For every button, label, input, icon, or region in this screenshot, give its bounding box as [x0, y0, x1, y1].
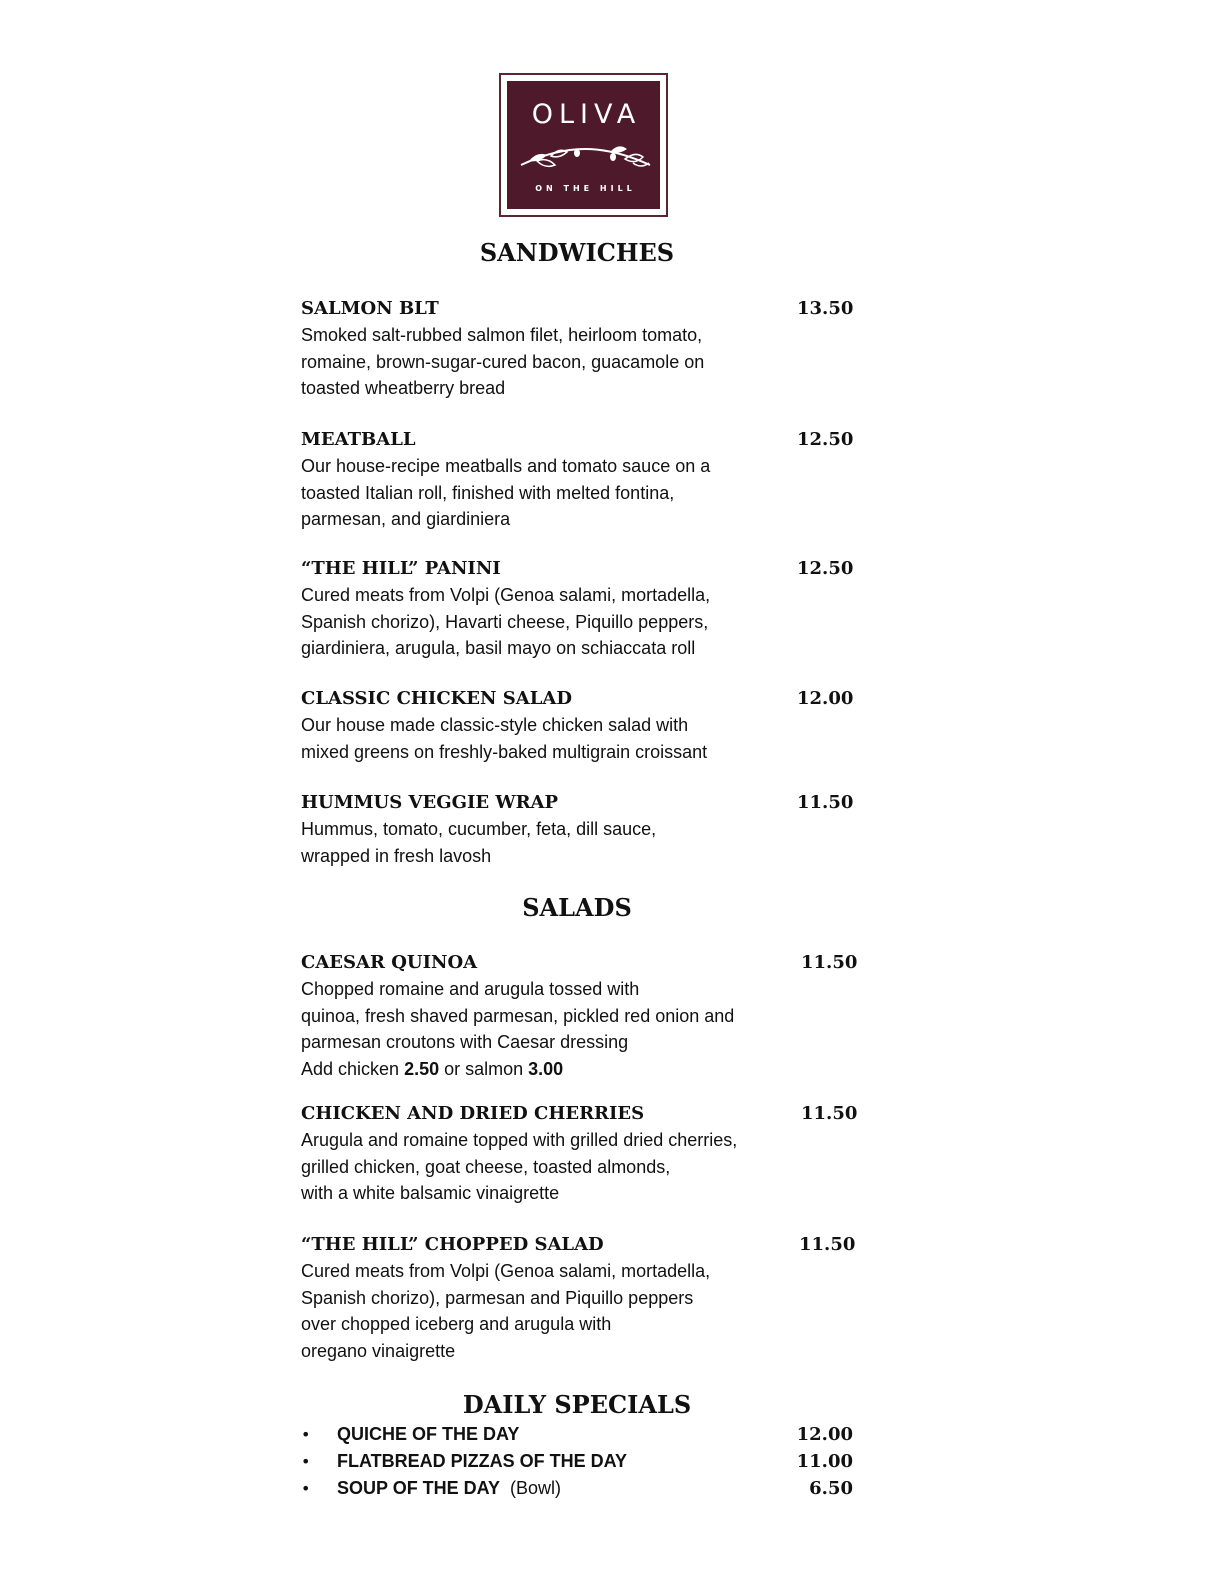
section-title-daily-specials: DAILY SPECIALS: [462, 1390, 692, 1419]
description-line: quinoa, fresh shaved parmesan, pickled red onion and: [301, 1005, 735, 1026]
special-price: 6.50: [809, 1478, 853, 1499]
logo-background: [507, 81, 660, 209]
item-description: [301, 453, 821, 533]
description-line: Cured meats from Volpi (Genoa salami, mortadella,: [301, 1261, 711, 1281]
item-description: [301, 1258, 821, 1364]
description-line: parmesan, and giardiniera: [301, 509, 511, 529]
item-price: 12.50: [797, 429, 854, 450]
description-line: Cured meats from Volpi (Genoa salami, mortadella,: [301, 585, 711, 605]
special-price: 12.00: [796, 1424, 853, 1445]
item-name: CHICKEN AND DRIED CHERRIES: [301, 1103, 645, 1124]
description-line: oregano vinaigrette: [301, 1340, 456, 1361]
special-note: (Bowl): [510, 1478, 562, 1498]
description-line: grilled chicken, goat cheese, toasted almonds,: [301, 1156, 671, 1177]
item-price: 11.50: [797, 792, 854, 813]
item-description: [301, 582, 821, 662]
item-price: 11.50: [799, 1234, 856, 1255]
item-price: 11.50: [801, 1103, 858, 1124]
description-line: Spanish chorizo), Havarti cheese, Piquillo peppers,: [301, 611, 709, 632]
special-item: [301, 1421, 861, 1448]
bullet-icon: •: [301, 1425, 311, 1444]
item-description: [301, 712, 821, 765]
item-description: [301, 1127, 821, 1207]
item-price: 11.50: [801, 952, 858, 973]
special-name: FLATBREAD PIZZAS OF THE DAY: [337, 1451, 628, 1471]
special-name: SOUP OF THE DAY: [337, 1478, 501, 1498]
item-description: [301, 816, 821, 869]
item-price: 12.50: [797, 558, 854, 579]
section-title-sandwiches: SANDWICHES: [479, 238, 675, 267]
oliva-logo: [499, 73, 668, 217]
section-title-salads: SALADS: [522, 893, 632, 922]
item-name: “THE HILL” CHOPPED SALAD: [301, 1234, 604, 1255]
description-line: Our house made classic-style chicken salad with: [301, 715, 689, 735]
special-price: 11.00: [796, 1451, 853, 1472]
description-line: toasted Italian roll, finished with melted fontina,: [301, 482, 675, 503]
item-name: CLASSIC CHICKEN SALAD: [301, 688, 572, 709]
special-name: QUICHE OF THE DAY: [337, 1424, 520, 1444]
item-name: “THE HILL” PANINI: [301, 558, 501, 579]
item-price: 12.00: [797, 688, 854, 709]
addon-prefix: Add chicken: [301, 1058, 405, 1079]
logo-name: OLIVA: [531, 99, 642, 130]
item-price: 13.50: [797, 298, 854, 319]
special-item: [301, 1448, 861, 1475]
bullet-icon: •: [301, 1479, 311, 1498]
special-item: [301, 1475, 861, 1502]
description-line: Spanish chorizo), parmesan and Piquillo peppers: [301, 1287, 694, 1308]
description-line: Chopped romaine and arugula tossed with: [301, 979, 640, 999]
description-line: mixed greens on freshly-baked multigrain croissant: [301, 741, 708, 762]
special-name-wrapper: [337, 1475, 561, 1502]
description-line: toasted wheatberry bread: [301, 378, 506, 398]
description-line: giardiniera, arugula, basil mayo on schiaccata roll: [301, 638, 696, 658]
description-line: Smoked salt-rubbed salmon filet, heirloom tomato,: [301, 325, 703, 345]
item-name: HUMMUS VEGGIE WRAP: [301, 792, 559, 813]
bullet-icon: •: [301, 1452, 311, 1471]
item-name: CAESAR QUINOA: [301, 952, 478, 973]
addon-chicken-price: 2.50: [404, 1058, 440, 1079]
description-line: romaine, brown-sugar-cured bacon, guacamole on: [301, 351, 705, 372]
item-name: MEATBALL: [301, 429, 416, 450]
item-description: [301, 322, 821, 402]
description-line: wrapped in fresh lavosh: [301, 845, 492, 866]
item-name: SALMON BLT: [301, 298, 439, 319]
description-line: Our house-recipe meatballs and tomato sauce on a: [301, 456, 711, 476]
description-line: Hummus, tomato, cucumber, feta, dill sauce,: [301, 819, 657, 839]
logo-tagline: ON THE HILL: [535, 184, 636, 193]
description-line: Arugula and romaine topped with grilled dried cherries,: [301, 1130, 738, 1150]
addon-middle: or salmon: [439, 1058, 529, 1079]
olive-branch-icon: [515, 139, 656, 173]
description-line: over chopped iceberg and arugula with: [301, 1314, 612, 1334]
addon-salmon-price: 3.00: [528, 1058, 564, 1079]
description-line: with a white balsamic vinaigrette: [301, 1183, 560, 1203]
description-line: parmesan croutons with Caesar dressing: [301, 1032, 629, 1052]
addon-line: [301, 1056, 821, 1083]
item-description: [301, 976, 821, 1082]
